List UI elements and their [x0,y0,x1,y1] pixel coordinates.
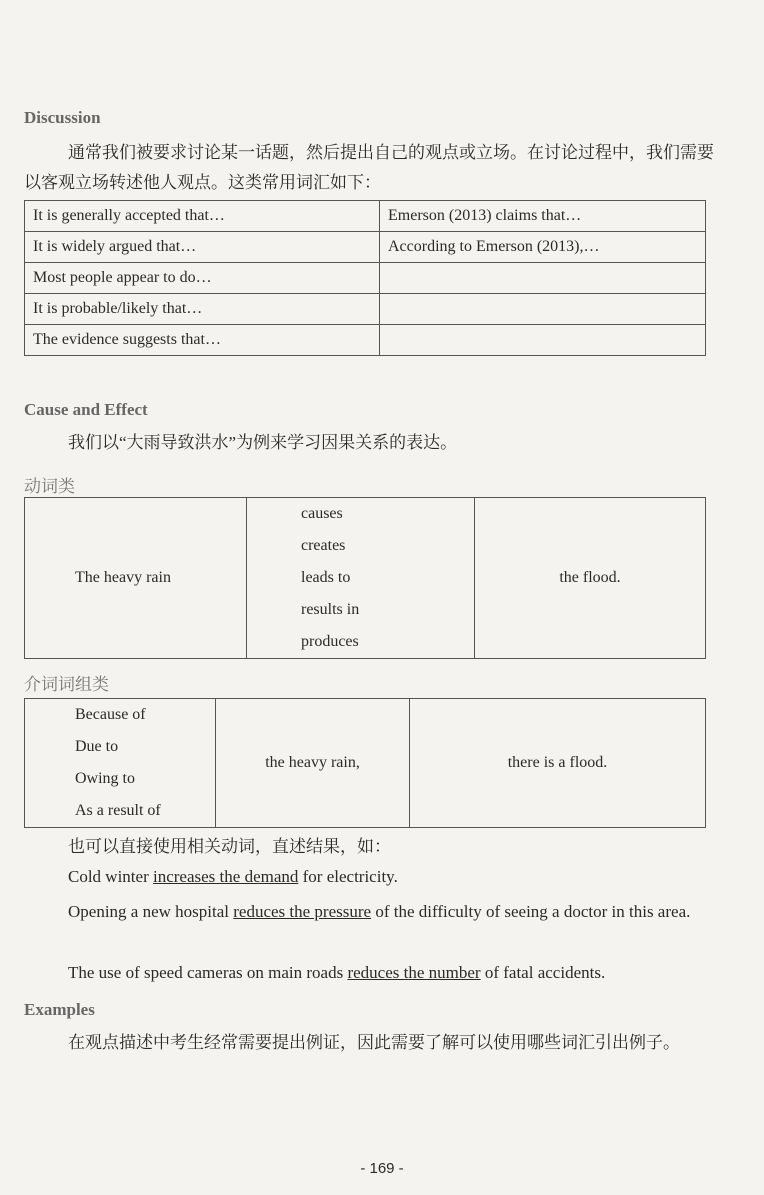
examples-intro: 在观点描述中考生经常需要提出例证，因此需要了解可以使用哪些词汇引出例子。 [68,1033,680,1052]
prep-item: As a result of [75,802,161,819]
prep-item: Due to [75,738,119,755]
table-cell: Most people appear to do… [25,263,380,294]
verb-item: leads to [301,569,351,586]
sentence-text: Opening a new hospital [68,902,234,921]
table-cell [380,263,706,294]
table-cell: The evidence suggests that… [25,325,380,356]
subject-cell: The heavy rain [25,498,247,659]
verb-item: produces [301,633,359,650]
sentence-text: for electricity. [298,867,398,886]
underlined-phrase: reduces the pressure [233,902,372,921]
preps-cell [25,699,216,828]
sentence-text: Cold winter [68,867,153,886]
table-cell: It is widely argued that… [25,232,380,263]
verb-table [24,497,706,659]
table-row [25,294,706,325]
example-sentence-1 [24,862,714,892]
table-row [25,232,706,263]
examples-heading: Examples [24,1000,95,1019]
table-cell [380,325,706,356]
table-row [25,263,706,294]
direct-intro: 也可以直接使用相关动词，直述结果，如： [68,837,391,856]
result-cell: there is a flood. [410,699,706,828]
table-cell [380,294,706,325]
table-cell: It is generally accepted that… [25,201,380,232]
noun-cell: the heavy rain, [216,699,410,828]
discussion-heading: Discussion [24,108,101,127]
sentence-text: of fatal accidents. [480,963,606,982]
prep-label: 介词词组类 [24,675,109,694]
prep-item: Owing to [75,770,135,787]
verb-item: creates [301,537,346,554]
underlined-phrase: increases the demand [153,867,299,886]
table-cell: According to Emerson (2013),… [380,232,706,263]
table-cell: Emerson (2013) claims that… [380,201,706,232]
discussion-table [24,200,706,356]
sentence-text: The use of speed cameras on main roads [68,963,348,982]
table-row [25,325,706,356]
cause-heading: Cause and Effect [24,400,148,419]
underlined-phrase: reduces the number [347,963,481,982]
verbs-cell [247,498,475,659]
table-row [25,498,706,659]
example-sentence-2 [24,896,714,928]
table-row [25,699,706,828]
object-cell: the flood. [475,498,706,659]
discussion-intro: 通常我们被要求讨论某一话题，然后提出自己的观点或立场。在讨论过程中，我们需要以客观立场转述他人观点。这类常用词汇如下： [24,143,714,192]
prep-table [24,698,706,828]
verb-item: results in [301,601,360,618]
prep-item: Because of [75,706,146,723]
table-row [25,201,706,232]
verb-label: 动词类 [24,477,75,496]
sentence-text: of the difficulty of seeing a doctor in this area. [371,902,691,921]
page-number: - 169 - [360,1160,404,1177]
table-cell: It is probable/likely that… [25,294,380,325]
verb-item: causes [301,505,343,522]
cause-intro: 我们以“大雨导致洪水”为例来学习因果关系的表达。 [68,433,458,452]
example-sentence-3 [24,958,724,988]
